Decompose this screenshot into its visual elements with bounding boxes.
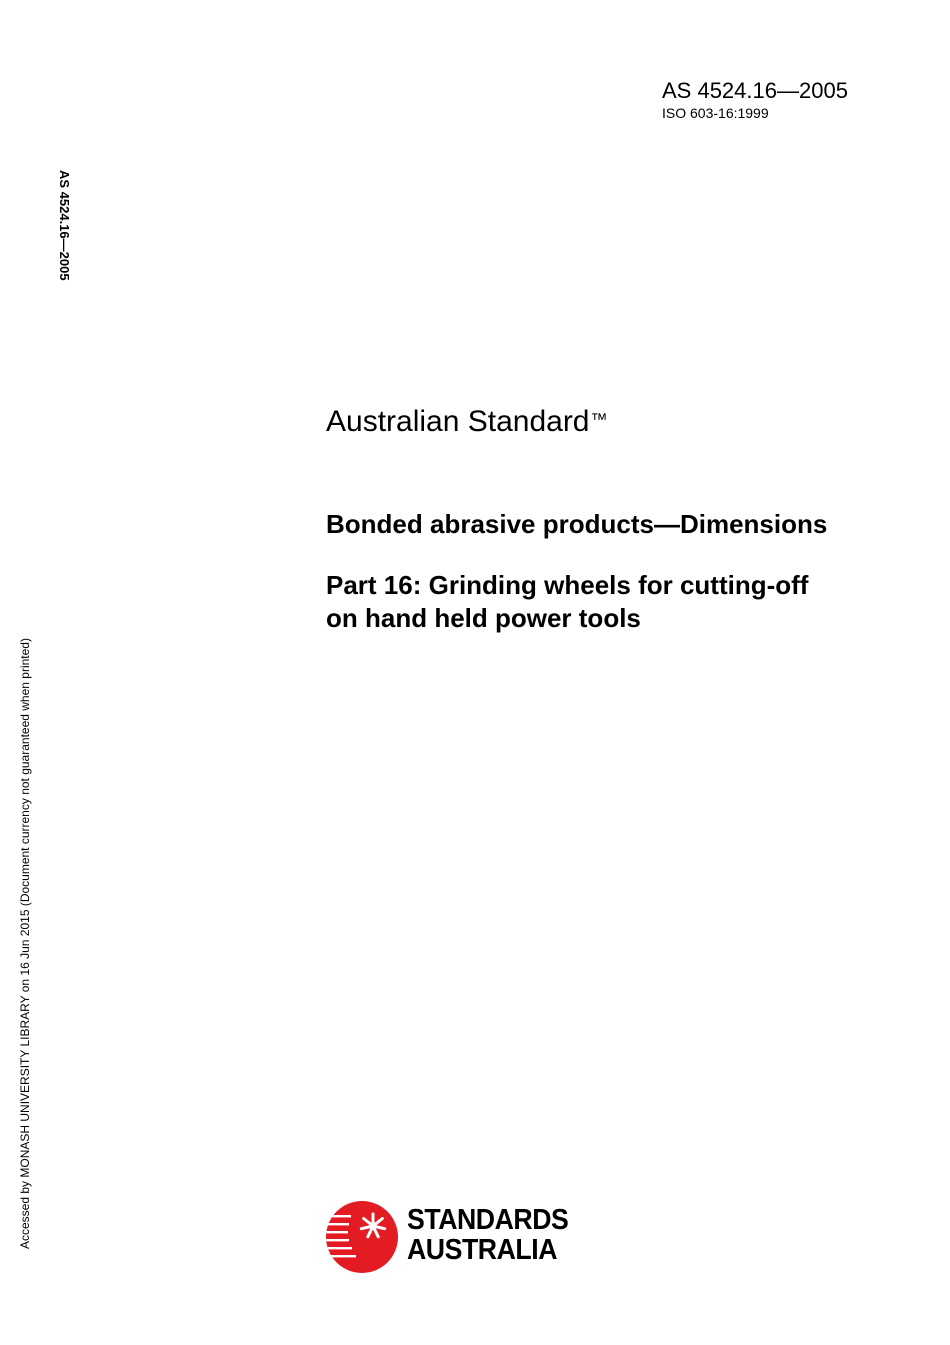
series-label	[326, 404, 608, 440]
access-note: Accessed by MONASH UNIVERSITY LIBRARY on 16 Jun 2015 (Document currency not guaranteed when printed)	[18, 638, 32, 1249]
standard-number: AS 4524.16—2005	[662, 78, 848, 103]
logo-wordmark-line-2: AUSTRALIA	[407, 1234, 558, 1266]
series-label-text: Australian Standard	[326, 405, 590, 438]
part-title	[326, 569, 926, 635]
standards-australia-star-globe-icon	[325, 1200, 399, 1274]
trademark-symbol: ™	[590, 410, 608, 429]
document-title: Bonded abrasive products—Dimensions	[326, 509, 828, 539]
part-title-line-1: Part 16: Grinding wheels for cutting-off	[326, 570, 809, 600]
standards-australia-logo	[325, 1199, 585, 1275]
logo-wordmark-line-1: STANDARDS	[407, 1204, 569, 1236]
spine-standard-number: AS 4524.16—2005	[57, 170, 72, 281]
iso-number: ISO 603-16:1999	[662, 105, 769, 121]
logo-wordmark	[407, 1205, 568, 1265]
part-title-line-2: on hand held power tools	[326, 603, 641, 633]
